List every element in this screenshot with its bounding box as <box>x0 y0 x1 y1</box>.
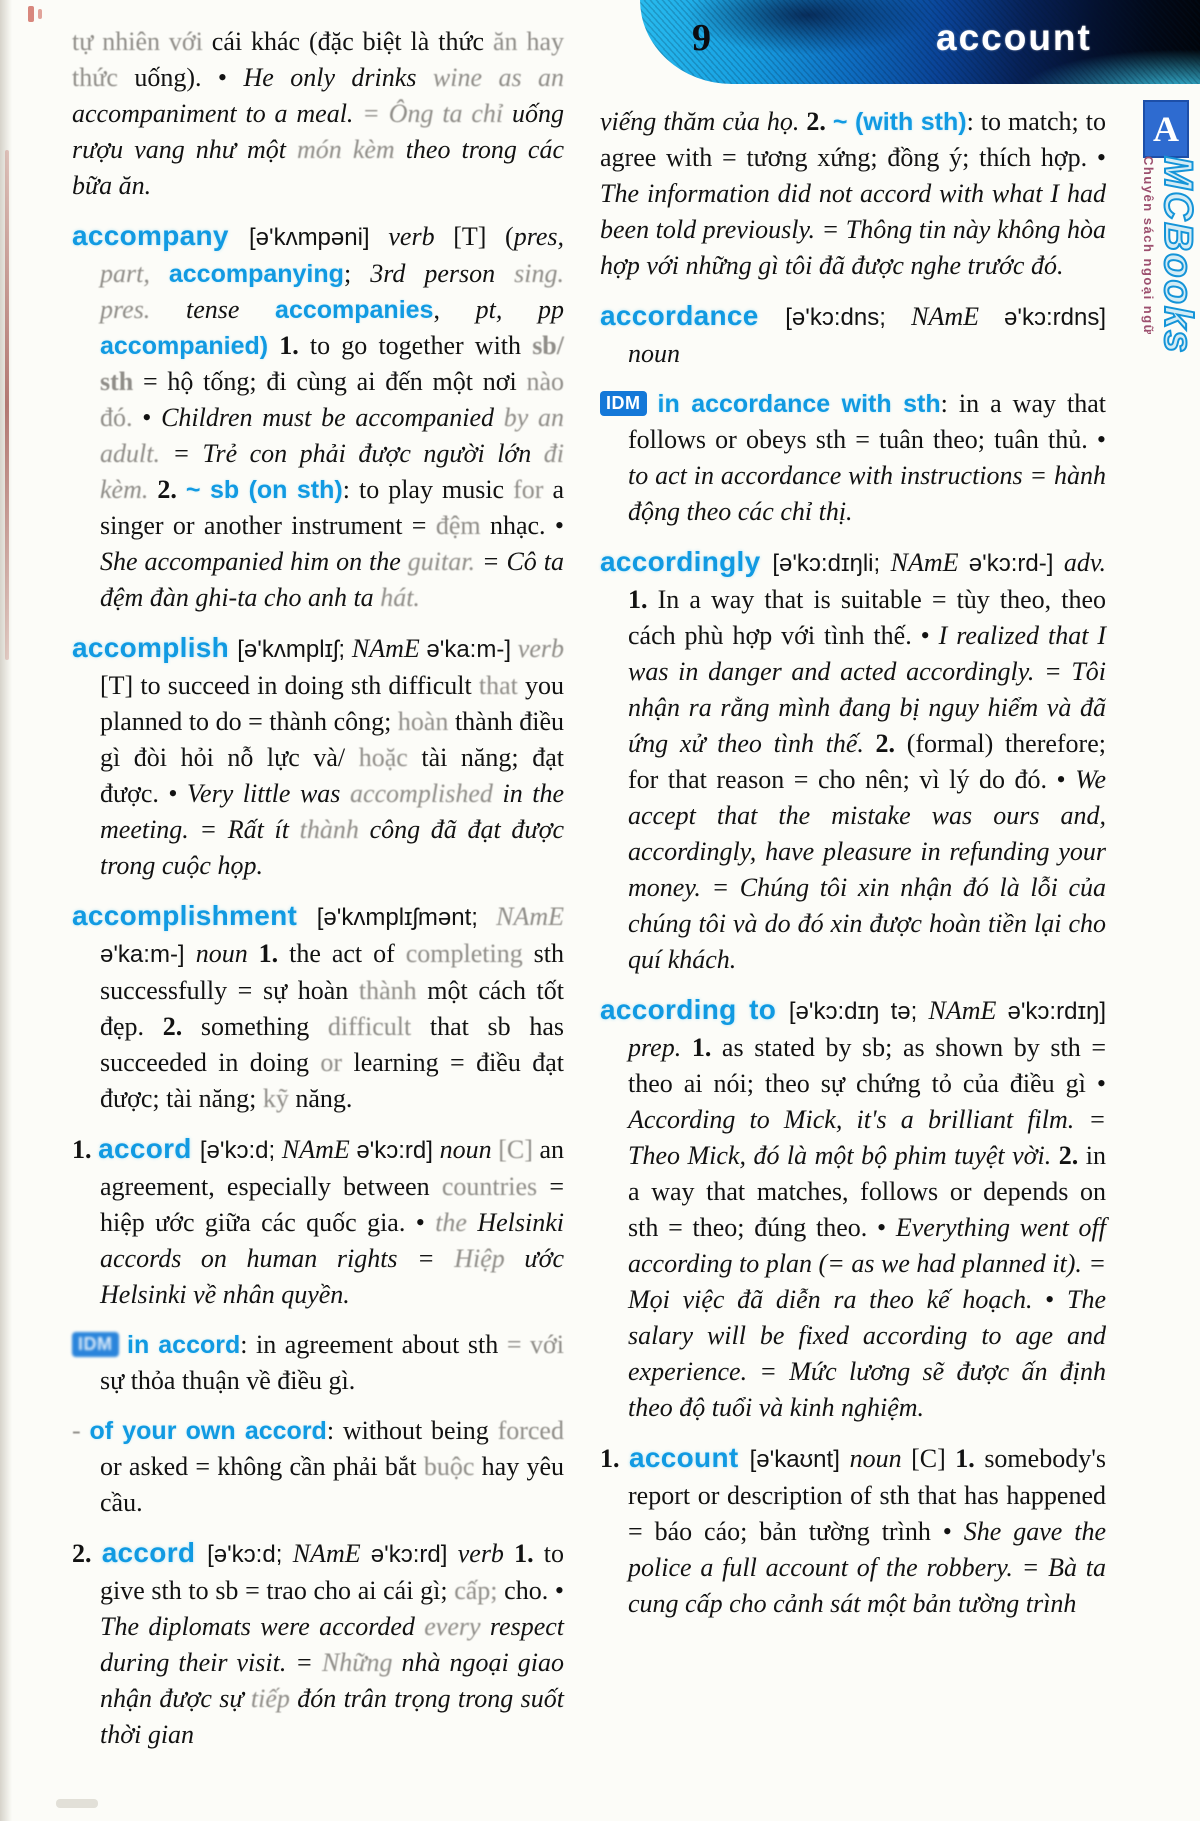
entry-accompany <box>72 218 564 616</box>
text-segment: He only drinks <box>243 63 433 92</box>
text-segment: = Rất ít <box>199 815 300 844</box>
text-segment: in a way that matches, follows or depends on sth = theo; đúng theo. • <box>628 1141 1107 1242</box>
text-segment: the act of <box>289 939 406 968</box>
phonetic: ə'kɔ:rdɪŋ] <box>1007 998 1106 1025</box>
idiom-in-accordance-with-sth <box>600 386 1106 530</box>
text-segment: tiếp <box>250 1684 298 1713</box>
entry-accordance <box>600 298 1106 372</box>
text-segment: The information did not accord with what I had been told previously. <box>600 179 1106 244</box>
text-segment: wine as an <box>432 63 565 92</box>
text-segment: verb <box>388 222 454 251</box>
text-segment: uống rượu vang như một <box>72 99 565 164</box>
text-segment: that sb has succeeded in doing <box>100 1012 565 1077</box>
text-segment: viếng thăm của họ. <box>600 107 807 136</box>
phonetic: [ə'kʌmplɪʃ; <box>237 636 352 663</box>
text-segment: noun <box>439 1135 499 1164</box>
text-segment: accompaniment to a meal. <box>72 99 363 128</box>
text-segment: thành điều gì đòi hỏi nỗ lực và/ <box>100 707 565 772</box>
phonetic: [ə'kɔ:dɪŋli; <box>772 550 891 577</box>
phonetic: ə'ka:m-] <box>100 941 196 968</box>
sense-number: 2. <box>72 1539 102 1568</box>
phonetic: [ə'kʌmpəni] <box>248 224 389 251</box>
text-segment: nhạc. • <box>489 511 564 540</box>
headword: according to <box>600 994 789 1025</box>
text-segment: món kèm <box>297 135 406 164</box>
text-segment: = Thông tin này không hòa hợp với những gì tôi đã được nghe trước đó. <box>600 215 1106 280</box>
text-segment: một cách tốt đẹp. <box>100 976 565 1041</box>
text-segment: = Cô ta đệm đàn ghi-ta cho anh ta <box>100 547 564 612</box>
text-segment: We accept that the mistake was ours and, accordingly, have pleasure in refunding your money. <box>628 765 1106 902</box>
text-segment: hát. <box>380 583 420 612</box>
text-segment: - <box>72 1416 90 1445</box>
text-segment: adv. <box>1063 548 1106 577</box>
publisher-spine <box>1133 156 1199 432</box>
text-segment: hoặc <box>358 743 422 772</box>
text-segment: Những <box>321 1648 402 1677</box>
text-segment: noun <box>849 1444 912 1473</box>
left-column <box>72 24 564 1767</box>
text-segment: to give sth to sb = trao cho ai cái gì; <box>100 1539 565 1605</box>
text-segment: = hành động theo các chỉ thị. <box>628 461 1106 526</box>
text-segment: : in agreement about sth <box>240 1330 507 1359</box>
text-segment: cho. • <box>504 1576 564 1605</box>
text-segment: nào đó. <box>100 367 564 432</box>
text-segment: countries <box>441 1172 550 1201</box>
text-segment: part, <box>100 259 169 288</box>
page-number: 9 <box>692 17 711 59</box>
sense-number: 1. <box>514 1539 544 1568</box>
text-segment: noun <box>195 939 259 968</box>
sense-number: 1. <box>628 585 658 614</box>
text-segment: nhà ngoại giao nhận được sự <box>100 1648 565 1713</box>
text-segment: ; <box>343 259 371 288</box>
text-segment: tự nhiên với <box>72 27 212 56</box>
text-segment: kỹ <box>262 1084 296 1113</box>
headword: account <box>629 1442 750 1473</box>
text-segment: thành <box>299 815 370 844</box>
text-segment: Children must be accompanied <box>161 403 504 432</box>
text-segment: = hiệp ước giữa các quốc gia. • <box>100 1172 564 1237</box>
text-segment: somebody's report or description of sth that has happened = báo cáo; bản tường trình • <box>628 1444 1106 1546</box>
text-segment: = Theo Mick, đó là một bộ phim tuyệt vời. <box>628 1105 1106 1170</box>
phonetic: ə'kɔ:rd] <box>370 1541 458 1568</box>
publisher-logo: MCBooks <box>1156 156 1200 355</box>
sense-number: 1. <box>691 1033 722 1062</box>
text-segment: thành <box>358 976 428 1005</box>
entry-accord-verb <box>72 1535 564 1753</box>
text-segment: The diplomats were accorded <box>100 1612 425 1641</box>
phonetic: [ə'kɔ:d; <box>207 1541 293 1568</box>
phonetic: [ə'kɔ:d; <box>199 1137 282 1164</box>
text-segment: you planned to do = thành công; <box>100 671 564 736</box>
entry-account <box>600 1440 1106 1622</box>
sense-number: sb/ sth <box>100 331 564 396</box>
text-segment: buộc <box>423 1452 482 1481</box>
text-segment <box>647 389 658 418</box>
text-segment: NAmE <box>928 996 1008 1025</box>
guide-word: account <box>936 17 1092 58</box>
sense-number: 2. <box>157 475 186 504</box>
continued-entry-accord-verb <box>600 104 1106 284</box>
sense-number: 2. <box>806 107 833 136</box>
phonetic: ə'kɔ:rdns] <box>1004 304 1106 331</box>
scan-artifact <box>38 9 42 19</box>
text-segment: = Chúng tôi xin nhận đó là lỗi của chúng tôi và do đó xin được hoàn tiền lại cho quí khách. <box>628 873 1106 974</box>
text-segment: something <box>200 1012 328 1041</box>
text-segment: tài năng; đạt được. • <box>100 743 564 808</box>
text-segment: : to match; to agree with = tương xứng; đồng ý; thích hợp. • <box>600 107 1107 172</box>
text-segment: in the meeting. <box>100 779 564 844</box>
phonetic: ə'kɔ:rd-] <box>968 550 1064 577</box>
right-column <box>600 104 1106 1636</box>
text-segment: [C] <box>498 1135 540 1164</box>
letter-tab-label: A <box>1153 109 1179 149</box>
headword: accord <box>101 1537 208 1568</box>
phonetic: ə'kɔ:rd] <box>356 1137 440 1164</box>
headword: accordingly <box>600 546 773 577</box>
text-segment: theo trong các bữa ăn. <box>72 135 564 200</box>
entry-accord-noun <box>72 1131 564 1313</box>
text-segment: the <box>435 1208 478 1237</box>
text-segment: hay yêu cầu. <box>100 1452 564 1517</box>
text-segment: She accompanied him on the <box>100 547 408 576</box>
text-segment: NAmE <box>292 1539 371 1568</box>
text-segment: tense <box>185 295 276 324</box>
sense-number: 1. <box>258 939 290 968</box>
headword: accompany <box>72 220 249 251</box>
sense-number: 2. <box>875 729 907 758</box>
text-segment: [T] to succeed in doing sth difficult <box>100 671 479 700</box>
text-segment: an agreement, especially between <box>100 1135 565 1201</box>
text-segment: hoàn <box>397 707 455 736</box>
phonetic: [ə'kɔ:dɪŋ tə; <box>788 998 929 1025</box>
text-segment: pt, pp <box>475 295 565 324</box>
headword: accomplishment <box>72 900 317 931</box>
text-segment: every <box>424 1612 490 1641</box>
continued-entry-accompaniment <box>72 24 564 204</box>
text-segment: as stated by sb; as shown by sth = theo ai nói; theo sự chứng tỏ của điều gì • <box>628 1033 1106 1098</box>
text-segment: completing <box>405 939 534 968</box>
text-segment: : without being <box>326 1416 498 1445</box>
headword: accord <box>98 1133 200 1164</box>
text-segment: uống). • <box>134 63 244 92</box>
text-segment: or <box>320 1048 354 1077</box>
text-segment: = Mọi việc đã diễn ra theo kế hoạch. <box>628 1249 1106 1314</box>
phonetic: ə'ka:m-] <box>426 636 518 663</box>
text-segment: She gave the police a full account of the robbery. <box>628 1517 1106 1582</box>
scan-artifact <box>28 6 34 22</box>
entry-accomplish <box>72 630 564 884</box>
sub-sense-label: accompanies <box>275 296 434 324</box>
text-segment: = Bà ta cung cấp cho cảnh sát một bản tường trình <box>628 1553 1107 1618</box>
text-segment: NAmE <box>890 548 969 577</box>
text-segment: cái khác (đặc biệt là thức <box>211 27 493 56</box>
text-segment: Hiệp <box>454 1244 525 1273</box>
text-segment: = với <box>506 1330 564 1359</box>
text-segment: forced <box>497 1416 564 1445</box>
header-banner <box>640 0 1200 84</box>
text-segment: noun <box>628 339 680 368</box>
text-segment: [C] <box>911 1444 956 1473</box>
text-segment: NAmE <box>911 302 1005 331</box>
text-segment: According to Mick, it's a brilliant film. <box>628 1105 1089 1134</box>
text-segment: Everything went off according to plan (= as we had planned it). <box>628 1213 1106 1278</box>
sense-number: 2. <box>1058 1141 1086 1170</box>
entry-accordingly <box>600 544 1106 978</box>
scan-artifact <box>56 1799 98 1808</box>
text-segment: sing. pres. <box>100 259 564 324</box>
text-segment: by an adult. <box>100 403 564 468</box>
phonetic: [ə'kaʊnt] <box>749 1446 850 1473</box>
text-segment: accomplished <box>349 779 503 808</box>
entry-according-to <box>600 992 1106 1426</box>
sense-number: 1. <box>279 331 310 360</box>
text-segment: Helsinki accords on human rights = <box>100 1208 565 1273</box>
sub-sense-label: accompanying <box>168 260 344 288</box>
text-segment: (formal) therefore; for that reason = cho nên; vì lý do đó. • <box>628 729 1106 794</box>
text-segment: to go together with <box>309 331 533 360</box>
publisher-tagline: Chuyên sách ngoại ngữ <box>1141 156 1156 336</box>
sub-sense-label: in accord <box>127 1331 241 1359</box>
sub-sense-label: in accordance with sth <box>657 390 941 418</box>
text-segment: a singer or another instrument = <box>100 475 564 540</box>
text-segment: NAmE <box>496 902 564 931</box>
text-segment: đi kèm. <box>100 439 565 504</box>
text-segment <box>119 1330 128 1359</box>
text-segment: to act in accordance with instructions <box>628 461 1030 490</box>
text-segment: , <box>433 295 476 324</box>
idiom-badge: IDM <box>72 1332 119 1357</box>
sense-number: 1. <box>600 1444 630 1473</box>
text-segment: In a way that is suitable = tùy theo, theo cách phù hợp với tình thế. • <box>628 585 1106 650</box>
idiom-badge: IDM <box>600 391 647 416</box>
text-segment: • <box>1045 1285 1067 1314</box>
text-segment: difficult <box>327 1012 430 1041</box>
sense-number: 1. <box>955 1444 985 1473</box>
text-segment: sự thỏa thuận về điều gì. <box>100 1366 356 1395</box>
text-segment: prep. <box>628 1033 692 1062</box>
text-segment: respect during their visit. = <box>100 1612 565 1677</box>
text-segment: ăn hay thức <box>72 27 564 92</box>
text-segment: sth successfully = sự hoàn <box>100 939 564 1005</box>
text-segment: learning = điều đạt được; tài năng; <box>100 1048 564 1113</box>
text-segment: năng. <box>295 1084 353 1113</box>
entry-accomplishment <box>72 898 564 1117</box>
text-segment: = Trẻ con phải được người lớn <box>172 439 544 468</box>
text-segment: 3rd person <box>370 259 515 288</box>
idiom-of-your-own-accord <box>72 1413 564 1521</box>
text-segment: cấp; <box>454 1576 505 1605</box>
letter-index-tab <box>1143 100 1189 158</box>
idiom-in-accord <box>72 1327 564 1399</box>
text-segment: for <box>513 475 553 504</box>
text-segment: pres, <box>513 222 564 251</box>
phonetic: [ə'kʌmplɪʃmənt; <box>316 904 497 931</box>
headword: accordance <box>600 300 786 331</box>
sense-number: 1. <box>72 1135 99 1164</box>
text-segment: : in a way that follows or obeys sth = tuân theo; tuân thủ. • <box>628 389 1106 454</box>
sub-sense-label: ~ sb (on sth) <box>185 476 343 504</box>
text-segment: đón trân trọng trong suốt thời gian <box>100 1684 564 1749</box>
text-segment: or asked = không cần phải bắt <box>100 1452 424 1481</box>
text-segment: that <box>478 671 525 700</box>
text-segment: • <box>142 403 162 432</box>
text-segment: guitar. <box>407 547 482 576</box>
text-segment: verb <box>457 1539 515 1568</box>
phonetic: [ə'kɔ:dns; <box>785 304 912 331</box>
text-segment: công đã đạt được trong cuộc họp. <box>100 815 564 880</box>
text-segment: = Ông ta chỉ <box>362 99 513 128</box>
text-segment: verb <box>517 634 564 663</box>
sense-number: 2. <box>162 1012 201 1041</box>
text-segment: đệm <box>435 511 490 540</box>
text-segment: NAmE <box>281 1135 357 1164</box>
text-segment: = Mức lương sẽ được ấn định theo độ tuổi và kinh nghiệm. <box>628 1357 1106 1422</box>
page-edge-mark <box>5 150 9 660</box>
text-segment: NAmE <box>351 634 427 663</box>
text-segment: Very little was <box>187 779 350 808</box>
text-segment: ước Helsinki về nhân quyền. <box>100 1244 564 1309</box>
text-segment: [T] ( <box>453 222 514 251</box>
text-segment <box>268 331 279 360</box>
sub-sense-label: accompanied) <box>100 332 269 360</box>
text-segment: : to play music <box>342 475 514 504</box>
headword: accomplish <box>72 632 238 663</box>
text-segment: = hộ tống; đi cùng ai đến một nơi <box>143 367 527 396</box>
text-segment: = Tôi nhận ra rằng mình đang bị nguy hiểm và đã ứng xử theo tình thế. <box>628 657 1106 758</box>
sub-sense-label: of your own accord <box>89 1417 327 1445</box>
text-segment: The salary will be fixed according to age and experience. <box>628 1285 1106 1386</box>
text-segment: I realized that I was in danger and acted accordingly. <box>628 621 1107 686</box>
sub-sense-label: ~ (with sth) <box>832 108 967 136</box>
